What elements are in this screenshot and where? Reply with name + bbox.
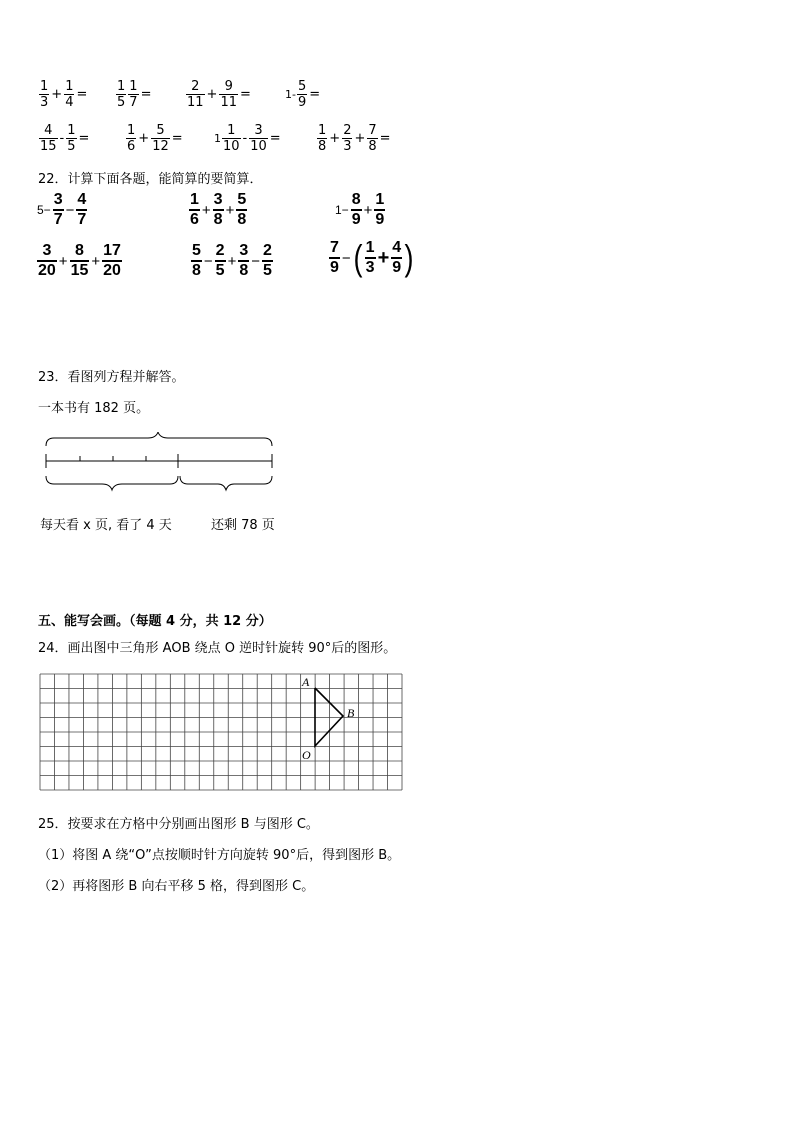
- q22-title: 22．计算下面各题，能简算的要简算．: [38, 172, 263, 187]
- top-brace: [46, 432, 272, 446]
- grid-lines: [40, 674, 402, 790]
- bottom-brace-right: [180, 476, 272, 490]
- row2-expr-3: 1 $\frac{1}{10}$ - $\frac{3}{10}$ =: [214, 123, 281, 154]
- fraction: $\frac{8}{9}$: [351, 191, 361, 228]
- fraction: $\frac{1}{10}$: [223, 123, 240, 154]
- fraction: $\frac{1}{3}$: [365, 239, 375, 276]
- point-b-label: B: [347, 706, 355, 720]
- fraction: $\frac{3}{8}$: [239, 242, 249, 279]
- fraction: $\frac{3}{20}$: [38, 242, 56, 279]
- fraction: $\frac{1}{7}$: [129, 79, 138, 110]
- fraction: $\frac{5}{12}$: [152, 123, 169, 154]
- fraction: $\frac{1}{9}$: [375, 191, 385, 228]
- q23-label-right: 还剩 78 页: [211, 518, 275, 533]
- q22-expr-3: 1− $\frac{8}{9}$ + $\frac{1}{9}$: [335, 191, 385, 228]
- fraction: $\frac{1}{8}$: [318, 123, 327, 154]
- fraction: $\frac{5}{9}$: [297, 79, 307, 110]
- fraction: $\frac{4}{7}$: [77, 191, 87, 228]
- q23-title: 23．看图列方程并解答。: [38, 370, 185, 385]
- row2-expr-1: $\frac{4}{15}$ - $\frac{1}{5}$ =: [40, 123, 90, 154]
- q22-expr-6: $\frac{7}{9}$ − ( $\frac{1}{3}$ + $\frac{4}{9}$ ): [330, 237, 414, 278]
- q24-title: 24．画出图中三角形 AOB 绕点 O 逆时针旋转 90°后的图形。: [38, 641, 397, 656]
- q24-grid-figure: [38, 672, 404, 794]
- fraction: $\frac{2}{3}$: [343, 123, 352, 154]
- fraction: $\frac{1}{6}$: [127, 123, 136, 154]
- triangle-aob: [315, 688, 343, 746]
- q22-expr-2: $\frac{1}{6}$ + $\frac{3}{8}$ + $\frac{5}{8}$: [190, 191, 247, 228]
- fraction: $\frac{3}{8}$: [213, 191, 223, 228]
- fraction: $\frac{1}{5}$: [117, 79, 126, 110]
- point-o-label: O: [302, 748, 311, 762]
- section-heading: 五、能写会画。（每题 4 分，共 12 分）: [38, 614, 272, 629]
- q25-step-2: （2）再将图形 B 向右平移 5 格，得到图形 C。: [38, 879, 315, 894]
- row1-expr-1: $\frac{1}{3}$ + $\frac{1}{4}$ =: [40, 79, 88, 110]
- fraction: $\frac{5}{8}$: [237, 191, 247, 228]
- fraction: $\frac{1}{3}$: [40, 79, 49, 110]
- q22-expr-1: 5− $\frac{3}{7}$ − $\frac{4}{7}$: [37, 191, 87, 228]
- right-paren: ): [404, 237, 414, 278]
- q23-label-left: 每天看 x 页, 看了 4 天: [40, 518, 172, 533]
- row2-expr-2: $\frac{1}{6}$ + $\frac{5}{12}$ =: [127, 123, 183, 154]
- fraction: $\frac{8}{15}$: [70, 242, 89, 279]
- fraction: $\frac{3}{10}$: [250, 123, 267, 154]
- fraction: $\frac{4}{15}$: [40, 123, 57, 154]
- fraction: $\frac{2}{5}$: [263, 242, 272, 279]
- row2-expr-4: $\frac{1}{8}$ + $\frac{2}{3}$ + $\frac{7}{8}$ =: [318, 123, 391, 154]
- q22-expr-5: $\frac{5}{8}$ − $\frac{2}{5}$ + $\frac{3}{8}$ − $\frac{2}{5}$: [192, 242, 272, 279]
- fraction: $\frac{3}{7}$: [53, 191, 63, 228]
- fraction: $\frac{1}{5}$: [67, 123, 76, 154]
- fraction: $\frac{7}{8}$: [368, 123, 377, 154]
- fraction: $\frac{17}{20}$: [103, 242, 121, 279]
- row1-expr-2: $\frac{1}{5}$ $\frac{1}{7}$ =: [117, 79, 152, 110]
- bottom-brace-left: [46, 476, 178, 490]
- point-a-label: A: [302, 675, 310, 689]
- q22-expr-4: $\frac{3}{20}$ + $\frac{8}{15}$ + $\frac{17}{20}$: [38, 242, 121, 279]
- segment-diagram: [40, 432, 280, 494]
- fraction: $\frac{7}{9}$: [330, 239, 339, 276]
- fraction: $\frac{1}{4}$: [65, 79, 74, 110]
- left-paren: (: [353, 237, 363, 278]
- fraction: $\frac{5}{8}$: [192, 242, 201, 279]
- fraction: $\frac{1}{6}$: [190, 191, 199, 228]
- fraction: $\frac{9}{11}$: [220, 79, 237, 110]
- fraction: $\frac{2}{5}$: [215, 242, 225, 279]
- q25-step-1: （1）将图 A 绕“O”点按顺时针方向旋转 90°后，得到图形 B。: [38, 848, 401, 863]
- q25-title: 25．按要求在方格中分别画出图形 B 与图形 C。: [38, 817, 319, 832]
- row1-expr-3: $\frac{2}{11}$ + $\frac{9}{11}$ =: [187, 79, 251, 110]
- q23-statement: 一本书有 182 页。: [38, 401, 150, 416]
- fraction: $\frac{4}{9}$: [392, 239, 402, 276]
- fraction: $\frac{2}{11}$: [187, 79, 204, 110]
- row1-expr-4: 1- $\frac{5}{9}$ =: [285, 79, 321, 110]
